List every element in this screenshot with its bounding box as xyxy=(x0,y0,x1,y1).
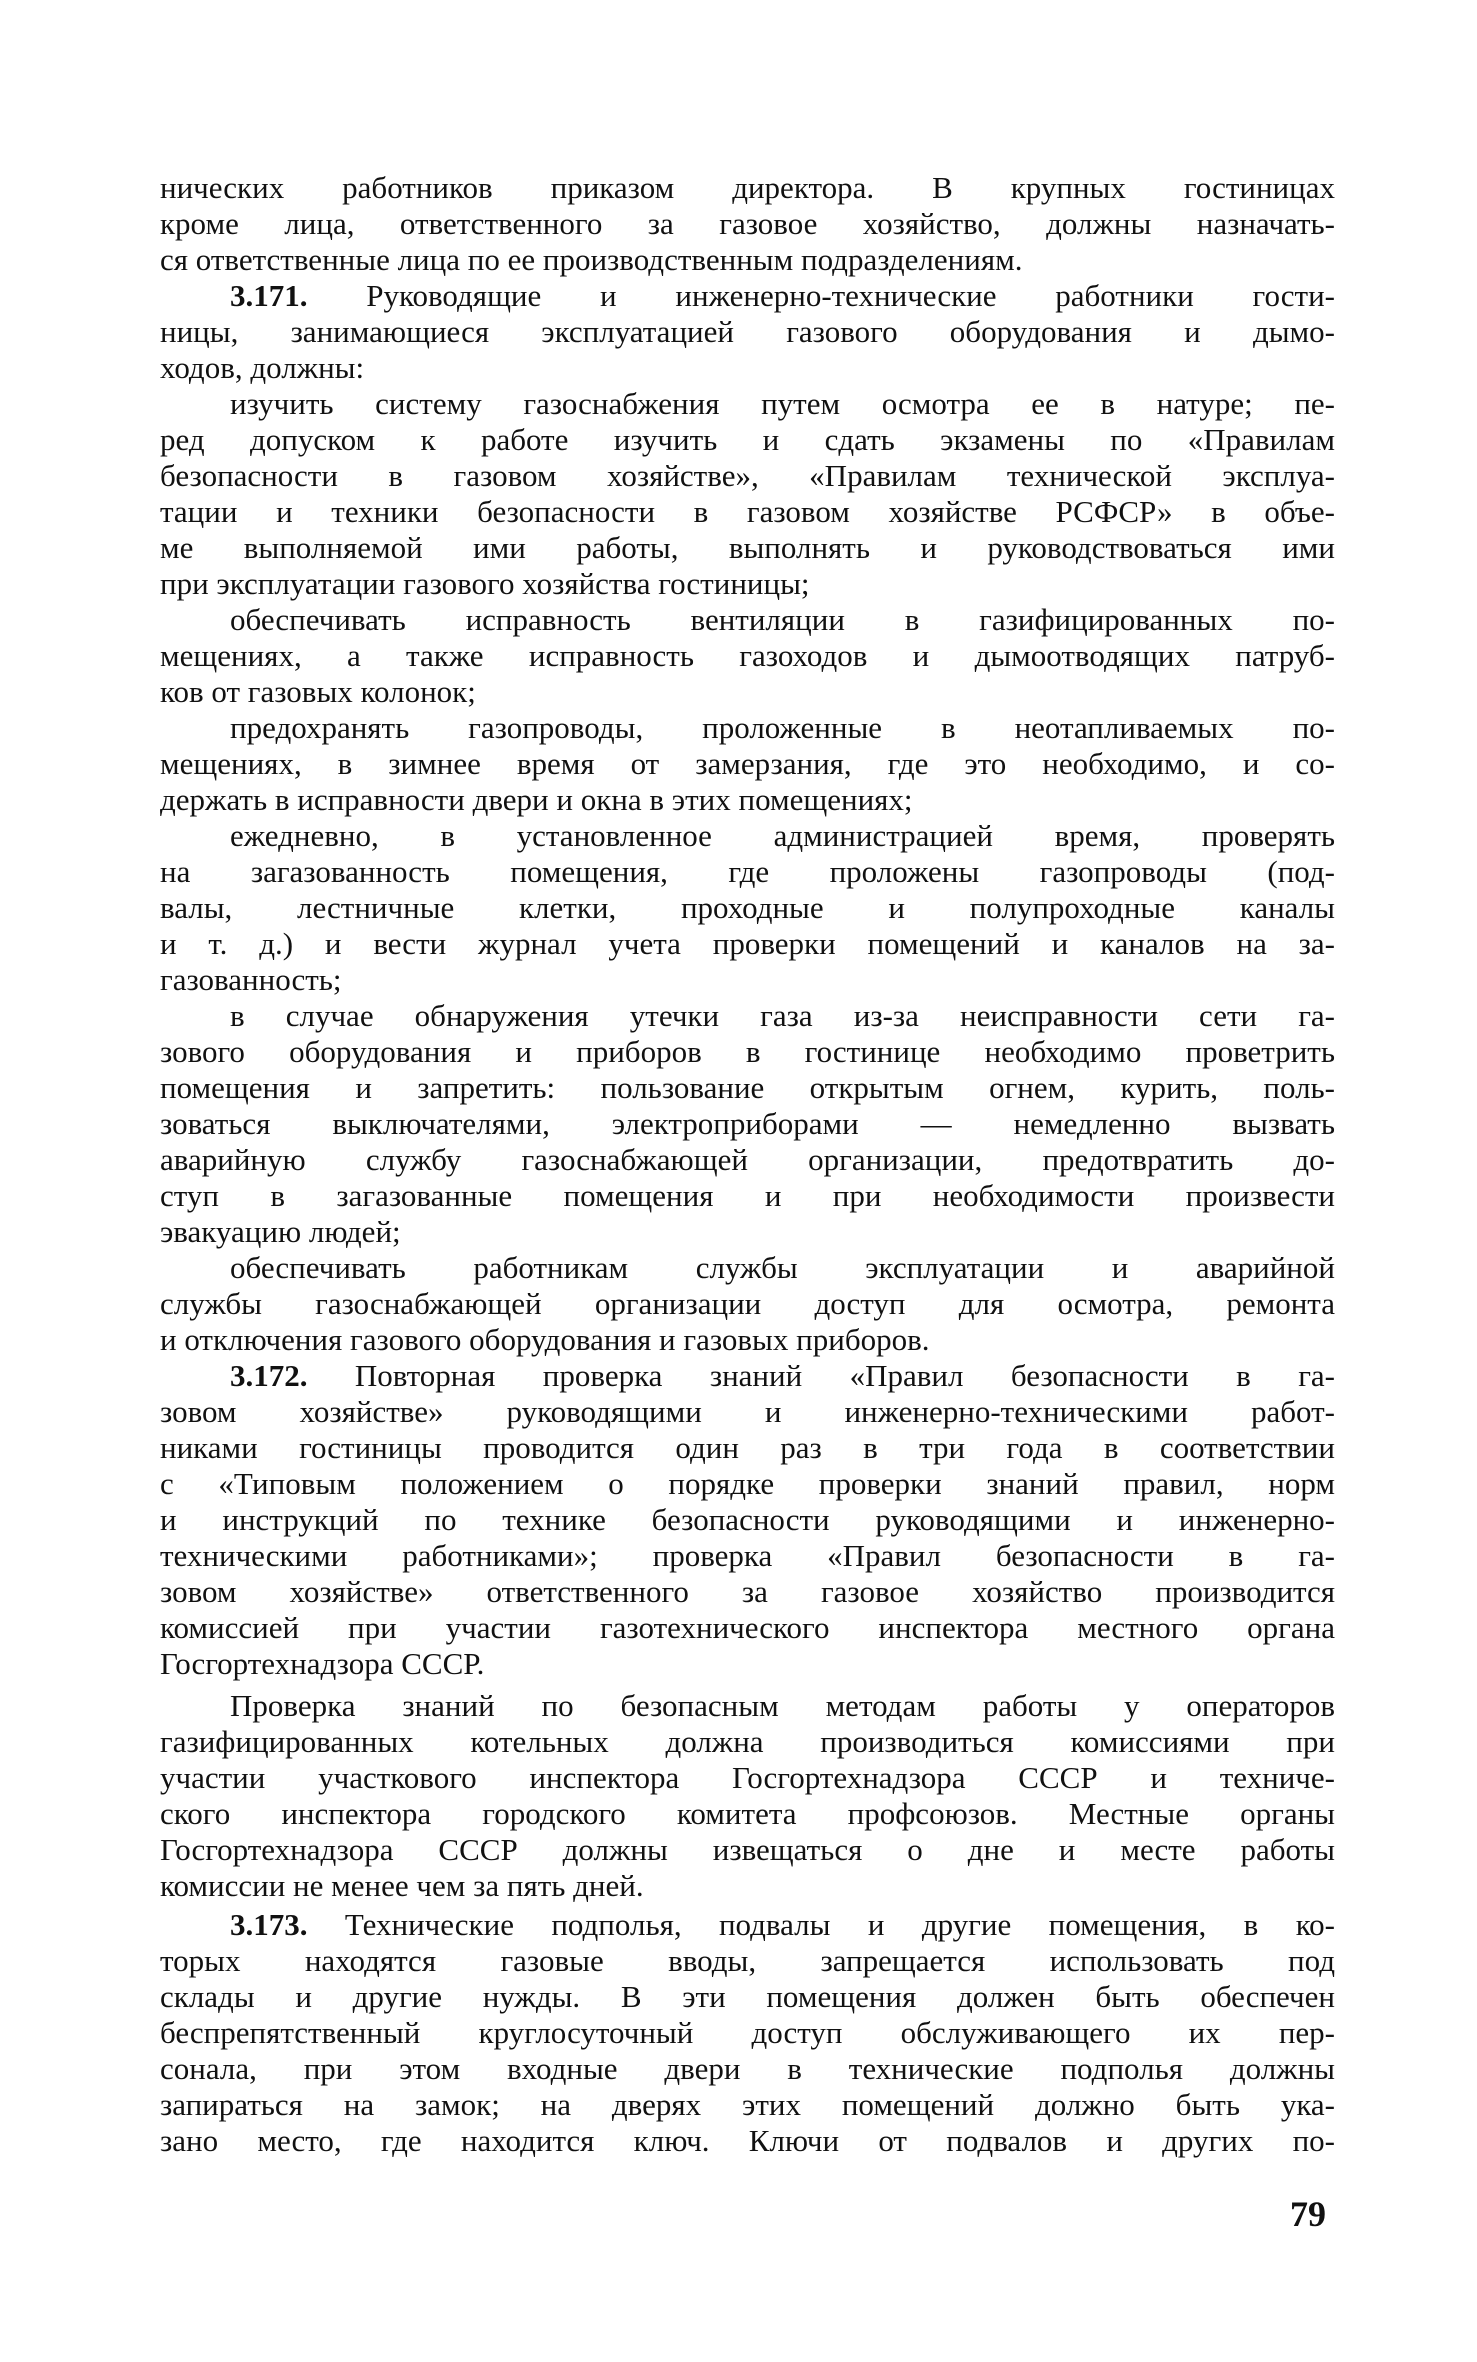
text-line xyxy=(160,2051,1335,2087)
text-line xyxy=(160,1034,1335,1070)
line-text: ницы, занимающиеся эксплуатацией газового оборудования и дымо- xyxy=(160,314,1335,349)
text-line xyxy=(160,1502,1335,1538)
text-line xyxy=(160,1646,1335,1682)
line-text: обеспечивать исправность вентиляции в газифицированных по- xyxy=(230,602,1335,637)
line-text: держать в исправности двери и окна в этих помещениях; xyxy=(160,782,913,817)
paragraph xyxy=(160,170,1335,278)
text-line xyxy=(160,1907,1335,1943)
page-body-text xyxy=(160,170,1335,2159)
line-text: зовом хозяйстве» ответственного за газовое хозяйство производится xyxy=(160,1574,1335,1609)
text-line xyxy=(160,746,1335,782)
text-line xyxy=(160,1979,1335,2015)
line-text: валы, лестничные клетки, проходные и полупроходные каналы xyxy=(160,890,1335,925)
line-text: и отключения газового оборудования и газовых приборов. xyxy=(160,1322,930,1357)
text-line xyxy=(160,170,1335,206)
text-line xyxy=(160,494,1335,530)
line-text: ступ в загазованные помещения и при необходимости произвести xyxy=(160,1178,1335,1213)
text-line xyxy=(160,1868,1335,1904)
line-text: обеспечивать работникам службы эксплуатации и аварийной xyxy=(230,1250,1335,1285)
text-line xyxy=(160,890,1335,926)
line-text: ме выполняемой ими работы, выполнять и руководствоваться ими xyxy=(160,530,1335,565)
line-text: помещения и запретить: пользование открытым огнем, курить, поль- xyxy=(160,1070,1335,1105)
section-paragraph xyxy=(160,1907,1335,2159)
text-line xyxy=(160,350,1335,386)
text-line xyxy=(160,926,1335,962)
line-text: и инструкций по технике безопасности руководящими и инженерно- xyxy=(160,1502,1335,1537)
line-text: зового оборудования и приборов в гостинице необходимо проветрить xyxy=(160,1034,1335,1069)
text-line xyxy=(160,1142,1335,1178)
line-text: никами гостиницы проводится один раз в три года в соответствии xyxy=(160,1430,1335,1465)
text-line xyxy=(160,818,1335,854)
line-text: комиссии не менее чем за пять дней. xyxy=(160,1868,644,1903)
line-text: кроме лица, ответственного за газовое хозяйство, должны назначать- xyxy=(160,206,1335,241)
text-line xyxy=(160,782,1335,818)
text-line xyxy=(160,2015,1335,2051)
text-line xyxy=(160,1943,1335,1979)
text-line xyxy=(160,1286,1335,1322)
line-text: службы газоснабжающей организации доступ для осмотра, ремонта xyxy=(160,1286,1335,1321)
text-line xyxy=(160,1070,1335,1106)
text-line xyxy=(160,674,1335,710)
line-text: Повторная проверка знаний «Правил безопасности в га- xyxy=(307,1358,1335,1393)
section-paragraph xyxy=(160,1358,1335,1682)
paragraph xyxy=(160,710,1335,818)
line-text: запираться на замок; на дверях этих помещений должно быть ука- xyxy=(160,2087,1335,2122)
line-text: Проверка знаний по безопасным методам работы у операторов xyxy=(230,1688,1335,1723)
text-line xyxy=(160,1358,1335,1394)
text-line xyxy=(160,1724,1335,1760)
text-line xyxy=(160,998,1335,1034)
text-line xyxy=(160,1796,1335,1832)
line-text: Технические подполья, подвалы и другие помещения, в ко- xyxy=(307,1907,1335,1942)
text-line xyxy=(160,206,1335,242)
line-text: газованность; xyxy=(160,962,342,997)
text-line xyxy=(160,2087,1335,2123)
text-line xyxy=(160,962,1335,998)
line-text: склады и другие нужды. В эти помещения должен быть обеспечен xyxy=(160,1979,1335,2014)
text-line xyxy=(160,1214,1335,1250)
paragraph xyxy=(160,1250,1335,1358)
text-line xyxy=(160,710,1335,746)
section-number: 3.172. xyxy=(230,1358,308,1393)
line-text: при эксплуатации газового хозяйства гостиницы; xyxy=(160,566,810,601)
line-text: предохранять газопроводы, проложенные в неотапливаемых по- xyxy=(230,710,1335,745)
line-text: безопасности в газовом хозяйстве», «Правилам технической эксплуа- xyxy=(160,458,1335,493)
line-text: зано место, где находится ключ. Ключи от подвалов и других по- xyxy=(160,2123,1335,2158)
section-number: 3.173. xyxy=(230,1907,308,1942)
text-line xyxy=(160,422,1335,458)
text-line xyxy=(160,314,1335,350)
text-line xyxy=(160,1394,1335,1430)
line-text: на загазованность помещения, где проложены газопроводы (под- xyxy=(160,854,1335,889)
page-number: 79 xyxy=(1290,2194,1326,2234)
text-line xyxy=(160,1688,1335,1724)
text-line xyxy=(160,1430,1335,1466)
text-line xyxy=(160,1538,1335,1574)
line-text: Руководящие и инженерно-технические работники гости- xyxy=(307,278,1335,313)
line-text: ежедневно, в установленное администрацией время, проверять xyxy=(230,818,1335,853)
text-line xyxy=(160,1760,1335,1796)
text-line xyxy=(160,1250,1335,1286)
line-text: мещениях, а также исправность газоходов и дымоотводящих патруб- xyxy=(160,638,1335,673)
line-text: Госгортехнадзора СССР. xyxy=(160,1646,485,1681)
paragraph xyxy=(160,818,1335,998)
section-number: 3.171. xyxy=(230,278,308,313)
line-text: сонала, при этом входные двери в технические подполья должны xyxy=(160,2051,1335,2086)
line-text: ского инспектора городского комитета профсоюзов. Местные органы xyxy=(160,1796,1335,1831)
paragraph xyxy=(160,998,1335,1250)
text-line xyxy=(160,566,1335,602)
line-text: ходов, должны: xyxy=(160,350,365,385)
line-text: комиссией при участии газотехнического инспектора местного органа xyxy=(160,1610,1335,1645)
line-text: зоваться выключателями, электроприборами — немедленно вызвать xyxy=(160,1106,1335,1141)
line-text: нических работников приказом директора. В крупных гостиницах xyxy=(160,170,1335,205)
line-text: мещениях, в зимнее время от замерзания, где это необходимо, и со- xyxy=(160,746,1335,781)
line-text: и т. д.) и вести журнал учета проверки помещений и каналов на за- xyxy=(160,926,1335,961)
text-line xyxy=(160,2123,1335,2159)
text-line xyxy=(160,602,1335,638)
line-text: техническими работниками»; проверка «Правил безопасности в га- xyxy=(160,1538,1335,1573)
paragraph xyxy=(160,1688,1335,1904)
line-text: торых находятся газовые вводы, запрещается использовать под xyxy=(160,1943,1335,1978)
text-line xyxy=(160,242,1335,278)
text-line xyxy=(160,1466,1335,1502)
line-text: Госгортехнадзора СССР должны извещаться о дне и месте работы xyxy=(160,1832,1335,1867)
text-line xyxy=(160,1610,1335,1646)
text-line xyxy=(160,530,1335,566)
line-text: ся ответственные лица по ее производственным подразделениям. xyxy=(160,242,1023,277)
paragraph xyxy=(160,602,1335,710)
text-line xyxy=(160,854,1335,890)
line-text: беспрепятственный круглосуточный доступ обслуживающего их пер- xyxy=(160,2015,1335,2050)
section-paragraph xyxy=(160,278,1335,386)
paragraph xyxy=(160,386,1335,602)
line-text: изучить систему газоснабжения путем осмотра ее в натуре; пе- xyxy=(230,386,1335,421)
line-text: эвакуацию людей; xyxy=(160,1214,401,1249)
line-text: ред допуском к работе изучить и сдать экзамены по «Правилам xyxy=(160,422,1335,457)
text-line xyxy=(160,1178,1335,1214)
text-line xyxy=(160,458,1335,494)
text-line xyxy=(160,1832,1335,1868)
text-line xyxy=(160,1574,1335,1610)
line-text: газифицированных котельных должна производиться комиссиями при xyxy=(160,1724,1335,1759)
text-line xyxy=(160,1106,1335,1142)
line-text: тации и техники безопасности в газовом хозяйстве РСФСР» в объе- xyxy=(160,494,1335,529)
text-line xyxy=(160,638,1335,674)
line-text: зовом хозяйстве» руководящими и инженерно-техническими работ- xyxy=(160,1394,1335,1429)
text-line xyxy=(160,386,1335,422)
line-text: аварийную службу газоснабжающей организации, предотвратить до- xyxy=(160,1142,1335,1177)
text-line xyxy=(160,278,1335,314)
line-text: участии участкового инспектора Госгортехнадзора СССР и техниче- xyxy=(160,1760,1335,1795)
line-text: в случае обнаружения утечки газа из-за неисправности сети га- xyxy=(230,998,1335,1033)
text-line xyxy=(160,1322,1335,1358)
line-text: с «Типовым положением о порядке проверки знаний правил, норм xyxy=(160,1466,1335,1501)
line-text: ков от газовых колонок; xyxy=(160,674,476,709)
